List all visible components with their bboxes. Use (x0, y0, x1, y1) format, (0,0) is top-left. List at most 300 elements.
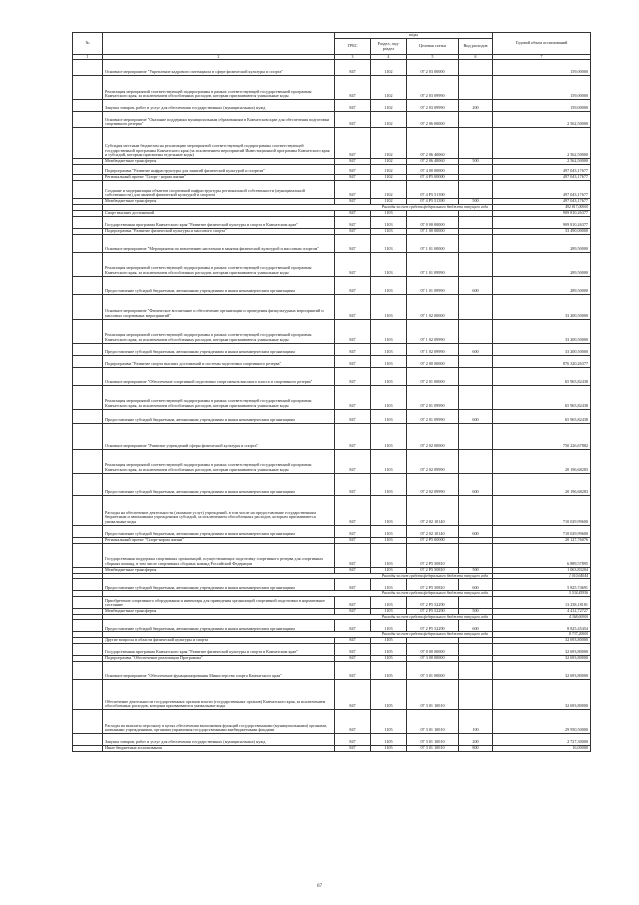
header-codes-group: коды (335, 33, 493, 39)
num-cell (73, 525, 103, 537)
expense-type-code: 500 (459, 199, 493, 205)
section-code: 1103 (371, 385, 407, 409)
grbs-code: 847 (335, 385, 371, 409)
num-cell (73, 276, 103, 294)
target-code: 07 1 02 09990 (407, 343, 459, 355)
num-cell (73, 643, 103, 655)
allocation-amount: 497 043,17677 (493, 175, 591, 181)
header-grbs: ГРБС (335, 39, 371, 55)
expense-type-code: 600 (459, 276, 493, 294)
allocation-amount: 2 562,50000 (493, 128, 591, 159)
table-row (73, 234, 591, 252)
allocation-amount: 2 562,50000 (493, 159, 591, 165)
table-row (73, 495, 591, 525)
num-cell (73, 543, 103, 567)
num-cell (73, 596, 103, 608)
target-code: 07 4 P5 00000 (407, 175, 459, 181)
section-code: 1103 (371, 608, 407, 614)
item-name: Предоставление субсидий бюджетным, автономным учреждениям и иным некоммерческим организациям (103, 579, 335, 591)
target-code: 07 2 P5 50810 (407, 543, 459, 567)
item-name: Подпрограмма "Развитие физической культуры и массового спорта" (103, 228, 335, 234)
num-cell (73, 112, 103, 128)
table-row (73, 745, 591, 751)
target-code: 07 2 06 40060 (407, 128, 459, 159)
item-name: Основное мероприятие "Развитие учреждений сферы физической культуры и спорта" (103, 423, 335, 449)
allocation-amount: 497 043,17677 (493, 181, 591, 199)
grbs-code: 847 (335, 537, 371, 543)
section-code: 1102 (371, 199, 407, 205)
allocation-amount: 289,50000 (493, 252, 591, 276)
target-code: 07 2 02 00000 (407, 423, 459, 449)
section-code: 1103 (371, 276, 407, 294)
header-total: Годовой объем ассигнований (493, 33, 591, 55)
target-code: 07 4 P5 51390 (407, 181, 459, 199)
allocation-amount: 33 490,00000 (493, 228, 591, 234)
allocation-amount: 876 320,26377 (493, 355, 591, 367)
expense-type-code (459, 128, 493, 159)
section-code: 1103 (371, 367, 407, 385)
grbs-code: 847 (335, 596, 371, 608)
num-cell (73, 181, 103, 199)
num-cell (73, 234, 103, 252)
expense-type-code (459, 643, 493, 655)
grbs-code: 847 (335, 745, 371, 751)
item-name: Подпрограмма "Развитие спорта высших достижений и системы подготовки спортивного резерва" (103, 355, 335, 367)
item-name: Предоставление субсидий бюджетным, автономным учреждениям и иным некоммерческим организациям (103, 525, 335, 537)
allocation-amount: 159,00000 (493, 100, 591, 112)
target-code: 07 4 00 00000 (407, 165, 459, 175)
expense-type-code (459, 76, 493, 100)
expense-type-code (459, 294, 493, 319)
page-number: 67 (317, 884, 322, 889)
grbs-code: 847 (335, 100, 371, 112)
item-name: Реализация мероприятий соответствующей подпрограммы в рамках соответствующей государственной программы Камчатского края, за исключением обособленных расходов, которым присваиваются уникальные коды (103, 449, 335, 473)
allocation-amount: 710 029,99600 (493, 525, 591, 537)
target-code: 07 2 P5 52290 (407, 620, 459, 632)
allocation-amount: 4 412,72727 (493, 608, 591, 614)
num-cell (73, 216, 103, 228)
num-cell (73, 473, 103, 495)
item-name: Субсидия местным бюджетам на реализацию мероприятий соответствующей подпрограммы соответствующей государственной программы Камчатского края (за исключением мероприятий Инвестиционной программы Камчатского края и субсидий, которым присвоены отдельные коды) (103, 128, 335, 159)
target-code: 07 2 P5 52290 (407, 608, 459, 614)
grbs-code: 847 (335, 355, 371, 367)
item-name: Предоставление субсидий бюджетным, автономным учреждениям и иным некоммерческим организациям (103, 343, 335, 355)
allocation-amount: 497 043,17677 (493, 199, 591, 205)
grbs-code: 847 (335, 661, 371, 679)
section-code: 1103 (371, 537, 407, 543)
grbs-code: 847 (335, 637, 371, 643)
num-cell (73, 385, 103, 409)
expense-type-code (459, 234, 493, 252)
item-name: Подпрограмма "Развитие инфраструктуры для занятий физической культурой и спортом" (103, 165, 335, 175)
item-name: Реализация мероприятий соответствующей подпрограммы в рамках соответствующей государственной программы Камчатского края, за исключением обособленных расходов, которым присваиваются уникальные коды (103, 319, 335, 343)
table-row (73, 319, 591, 343)
note-label: Расходы за счет средств федерального бюджета текущего года (103, 205, 493, 211)
grbs-code: 847 (335, 199, 371, 205)
allocation-amount: 32 693,80000 (493, 661, 591, 679)
item-name: Основное мероприятие "Оказание поддержки муниципальным образованиям в Камчатском крае для обеспечения подготовки спортивного резерва" (103, 112, 335, 128)
table-row (73, 423, 591, 449)
grbs-code: 847 (335, 343, 371, 355)
target-code: 07 4 P5 51390 (407, 199, 459, 205)
allocation-amount: 65 965,82438 (493, 409, 591, 423)
header-section: Раздел, под-раздел (371, 39, 407, 55)
allocation-amount: 20 196,68283 (493, 473, 591, 495)
target-code: 07 2 P5 50810 (407, 567, 459, 573)
table-row (73, 543, 591, 567)
target-code: 07 0 00 00000 (407, 216, 459, 228)
section-code: 1103 (371, 449, 407, 473)
num-cell (73, 733, 103, 745)
grbs-code: 847 (335, 228, 371, 234)
allocation-amount: 13 238,18181 (493, 596, 591, 608)
section-code: 1105 (371, 643, 407, 655)
table-row (73, 643, 591, 655)
section-code: 1103 (371, 525, 407, 537)
num-cell (73, 679, 103, 709)
expense-type-code (459, 543, 493, 567)
grbs-code: 847 (335, 60, 371, 76)
target-code: 07 1 00 00000 (407, 228, 459, 234)
num-cell (73, 423, 103, 449)
target-code: 07 2 01 00000 (407, 367, 459, 385)
expense-type-code (459, 319, 493, 343)
allocation-amount: 32 693,80000 (493, 643, 591, 655)
item-name: Предоставление субсидий бюджетным, автономным учреждениям и иным некоммерческим организациям (103, 409, 335, 423)
note-amount: 5 534,45956 (493, 591, 591, 597)
section-code: 1102 (371, 128, 407, 159)
table-row (73, 579, 591, 591)
section-code: 1103 (371, 620, 407, 632)
table-row (73, 473, 591, 495)
note-amount: 8 737,20000 (493, 632, 591, 638)
expense-type-code (459, 252, 493, 276)
item-name: Спорт высших достижений (103, 210, 335, 216)
num-cell (73, 409, 103, 423)
expense-type-code (459, 216, 493, 228)
allocation-amount: 65 965,82438 (493, 367, 591, 385)
expense-type-code (459, 367, 493, 385)
table-row (73, 165, 591, 175)
grbs-code: 847 (335, 643, 371, 655)
target-code: 07 2 01 09990 (407, 385, 459, 409)
num-cell (73, 100, 103, 112)
section-code: 1105 (371, 733, 407, 745)
budget-table-sheet (72, 32, 590, 752)
grbs-code: 847 (335, 620, 371, 632)
allocation-amount: 2 727,30000 (493, 733, 591, 745)
expense-type-code: 500 (459, 608, 493, 614)
target-code: 07 2 00 00000 (407, 355, 459, 367)
num-cell (73, 709, 103, 733)
num-cell (73, 449, 103, 473)
table-row (73, 294, 591, 319)
table-row (73, 661, 591, 679)
section-code: 1103 (371, 596, 407, 608)
index-cell: 3 (335, 55, 371, 60)
target-code: 07 1 01 09990 (407, 276, 459, 294)
index-cell: 6 (459, 55, 493, 60)
note-label: Расходы за счет средств федерального бюджета текущего года (103, 573, 493, 579)
item-name: Региональный проект "Спорт-норма жизни" (103, 537, 335, 543)
item-name: Реализация мероприятий соответствующей подпрограммы в рамках соответствующей государственной программы Камчатского края, за исключением обособленных расходов, которым присваиваются уникальные коды (103, 76, 335, 100)
expense-type-code (459, 596, 493, 608)
table-row (73, 100, 591, 112)
expense-type-code: 600 (459, 579, 493, 591)
section-code: 1105 (371, 709, 407, 733)
table-row (73, 60, 591, 76)
allocation-amount: 2 562,50000 (493, 112, 591, 128)
table-row (73, 733, 591, 745)
section-code: 1103 (371, 252, 407, 276)
index-cell: 1 (73, 55, 103, 60)
grbs-code: 847 (335, 252, 371, 276)
allocation-amount: 20 127,76076 (493, 537, 591, 543)
allocation-amount: 16,00000 (493, 745, 591, 751)
section-code: 1103 (371, 473, 407, 495)
table-row (73, 620, 591, 632)
target-code: 07 2 06 00000 (407, 112, 459, 128)
target-code: 07 2 P5 00000 (407, 537, 459, 543)
target-code: 07 3 01 10010 (407, 745, 459, 751)
expense-type-code (459, 423, 493, 449)
num-cell (73, 60, 103, 76)
allocation-amount: 159,00000 (493, 76, 591, 100)
index-cell: 4 (371, 55, 407, 60)
expense-type-code: 200 (459, 100, 493, 112)
target-code: 07 2 02 10140 (407, 525, 459, 537)
table-row (73, 112, 591, 128)
item-name: Закупка товаров, работ и услуг для обеспечения государственных (муниципальных) нужд (103, 733, 335, 745)
grbs-code: 847 (335, 112, 371, 128)
grbs-code: 847 (335, 234, 371, 252)
grbs-code: 847 (335, 733, 371, 745)
target-code: 07 3 01 10010 (407, 709, 459, 733)
budget-allocation-table (72, 32, 591, 752)
item-name: Предоставление субсидий бюджетным, автономным учреждениям и иным некоммерческим организациям (103, 620, 335, 632)
item-name: Межбюджетные трансферты (103, 567, 335, 573)
grbs-code: 847 (335, 216, 371, 228)
section-code: 1105 (371, 679, 407, 709)
grbs-code: 847 (335, 319, 371, 343)
num-cell (73, 128, 103, 159)
target-code: 07 2 03 09990 (407, 100, 459, 112)
num-cell (73, 343, 103, 355)
num-cell (73, 495, 103, 525)
grbs-code: 847 (335, 543, 371, 567)
target-code: 07 2 02 09990 (407, 473, 459, 495)
allocation-amount: 32 693,80000 (493, 679, 591, 709)
item-name: Другие вопросы в области физической культуры и спорта (103, 637, 335, 643)
item-name: Межбюджетные трансферты (103, 608, 335, 614)
grbs-code: 847 (335, 679, 371, 709)
table-body (73, 60, 591, 752)
target-code: 07 0 00 00000 (407, 643, 459, 655)
target-code: 07 1 01 00000 (407, 234, 459, 252)
expense-type-code: 800 (459, 745, 493, 751)
allocation-amount: 32 693,80000 (493, 655, 591, 661)
section-code: 1105 (371, 661, 407, 679)
allocation-amount: 33 200,50000 (493, 294, 591, 319)
allocation-amount: 289,50000 (493, 276, 591, 294)
target-code: 07 2 P5 52290 (407, 596, 459, 608)
item-name: Закупка товаров, работ и услуг для обеспечения государственных (муниципальных) нужд (103, 100, 335, 112)
section-code: 1102 (371, 112, 407, 128)
item-name: Государственная поддержка спортивных организаций, осуществляющих подготовку спортивного резерва для спортивных сборных команд, в том числе спортивных сборных команд Российской Федерации (103, 543, 335, 567)
index-cell: 2 (103, 55, 335, 60)
grbs-code: 847 (335, 608, 371, 614)
item-name: Подпрограмма "Обеспечение реализации Программы" (103, 655, 335, 661)
expense-type-code (459, 449, 493, 473)
grbs-code: 847 (335, 709, 371, 733)
note-label: Расходы за счет средств федерального бюджета текущего года (103, 632, 493, 638)
target-code: 07 2 02 10140 (407, 495, 459, 525)
note-label: Расходы за счет средств федерального бюджета текущего года (103, 614, 493, 620)
grbs-code: 847 (335, 449, 371, 473)
item-name: Предоставление субсидий бюджетным, автономным учреждениям и иным некоммерческим организациям (103, 276, 335, 294)
table-row (73, 367, 591, 385)
expense-type-code (459, 181, 493, 199)
grbs-code: 847 (335, 76, 371, 100)
item-name: Иные бюджетные ассигнования (103, 745, 335, 751)
item-name: Расходы на обеспечение деятельности (оказание услуг) учреждений, в том числе на предоставление государственным бюджетным и автономным учреждениям субсидий, за исключением обособленных расходов, которым присваиваются уникальные коды (103, 495, 335, 525)
expense-type-code: 600 (459, 343, 493, 355)
target-code: 07 2 03 09990 (407, 76, 459, 100)
item-name: Реализация мероприятий соответствующей подпрограммы в рамках соответствующей государственной программы Камчатского края, за исключением обособленных расходов, которым присваиваются уникальные коды (103, 385, 335, 409)
allocation-amount: 497 043,17677 (493, 165, 591, 175)
table-row (73, 449, 591, 473)
num-cell (73, 661, 103, 679)
allocation-amount: 159,00000 (493, 60, 591, 76)
item-name: Основное мероприятие "Обеспечение спортивной подготовки спортсменов высокого класса и спортивного резерва" (103, 367, 335, 385)
target-code: 07 3 01 00000 (407, 661, 459, 679)
item-name: Государственная программа Камчатского края "Развитие физической культуры и спорта в Камчатском крае" (103, 216, 335, 228)
grbs-code: 847 (335, 276, 371, 294)
table-header (73, 33, 591, 60)
allocation-amount: 909 810,26377 (493, 210, 591, 216)
table-row (73, 525, 591, 537)
target-code: 07 2 01 09990 (407, 409, 459, 423)
table-row (73, 596, 591, 608)
expense-type-code (459, 385, 493, 409)
expense-type-code (459, 112, 493, 128)
header-name (103, 33, 335, 55)
table-row (73, 409, 591, 423)
target-code: 07 2 06 40060 (407, 159, 459, 165)
num-cell (73, 319, 103, 343)
num-cell (73, 355, 103, 367)
index-cell: 5 (407, 55, 459, 60)
section-code: 1102 (371, 100, 407, 112)
section-code: 1105 (371, 655, 407, 661)
index-cell: 7 (493, 55, 591, 60)
target-code: 07 3 01 10010 (407, 733, 459, 745)
section-code: 1105 (371, 745, 407, 751)
note-label: Расходы за счет средств федерального бюджета текущего года (103, 591, 493, 597)
section-code: 1102 (371, 175, 407, 181)
table-row (73, 128, 591, 159)
section-code: 1102 (371, 60, 407, 76)
grbs-code: 847 (335, 525, 371, 537)
header-target: Целевая статья (407, 39, 459, 55)
section-code: 1103 (371, 579, 407, 591)
section-code: 1102 (371, 76, 407, 100)
section-code: 1103 (371, 343, 407, 355)
grbs-code: 847 (335, 175, 371, 181)
target-code: 07 3 00 00000 (407, 655, 459, 661)
item-name: Предоставление субсидий бюджетным, автономным учреждениям и иным некоммерческим организациям (103, 473, 335, 495)
grbs-code: 847 (335, 159, 371, 165)
table-row (73, 355, 591, 367)
num-cell (73, 252, 103, 276)
item-name: Приобретение спортивного оборудования и инвентаря для приведения организаций спортивной подготовки в нормативное состояние (103, 596, 335, 608)
target-code: 07 2 03 00000 (407, 60, 459, 76)
target-code: 07 1 02 00000 (407, 294, 459, 319)
expense-type-code (459, 355, 493, 367)
grbs-code: 847 (335, 495, 371, 525)
grbs-code: 847 (335, 423, 371, 449)
note-amount: 1 010,64044 (493, 573, 591, 579)
expense-type-code: 500 (459, 567, 493, 573)
section-code: 1103 (371, 409, 407, 423)
expense-type-code: 500 (459, 159, 493, 165)
item-name: Основное мероприятие "Укрепление кадрового потенциала в сфере физической культуры и спорта" (103, 60, 335, 76)
allocation-amount: 710 029,99600 (493, 495, 591, 525)
item-name: Основное мероприятие "Физическое воспитание и обеспечение организации и проведения физкультурных мероприятий и массовых спортивных мероприятий" (103, 294, 335, 319)
item-name: Государственная программа Камчатского края "Развитие физической культуры и спорта в Камчатском крае" (103, 643, 335, 655)
section-code: 1105 (371, 637, 407, 643)
item-name: Реализация мероприятий соответствующей подпрограммы в рамках соответствующей государственной программы Камчатского края, за исключением обособленных расходов, которым присваиваются уникальные коды (103, 252, 335, 276)
note-amount: 4 368,60000 (493, 614, 591, 620)
num-cell (73, 579, 103, 591)
allocation-amount: 6 889,57895 (493, 543, 591, 567)
allocation-amount: 20 196,68283 (493, 449, 591, 473)
allocation-amount: 29 950,50000 (493, 709, 591, 733)
section-code: 1103 (371, 319, 407, 343)
item-name: Расходы на выплаты персоналу в целях обеспечения выполнения функций государственными (муниципальными) органами, казенными учреждениями, органами управления государственными внебюджетными фондами (103, 709, 335, 733)
section-code: 1103 (371, 228, 407, 234)
allocation-amount: 909 810,26377 (493, 216, 591, 228)
expense-type-code (459, 165, 493, 175)
item-name: Межбюджетные трансферты (103, 159, 335, 165)
grbs-code: 847 (335, 294, 371, 319)
expense-type-code (459, 60, 493, 76)
section-code: 1102 (371, 165, 407, 175)
allocation-amount: 33 200,50000 (493, 343, 591, 355)
section-code: 1103 (371, 294, 407, 319)
target-code: 07 1 02 09990 (407, 319, 459, 343)
grbs-code: 847 (335, 367, 371, 385)
grbs-code: 847 (335, 567, 371, 573)
section-code: 1102 (371, 159, 407, 165)
section-code: 1102 (371, 181, 407, 199)
expense-type-code: 100 (459, 709, 493, 733)
table-row (73, 216, 591, 228)
item-name: Основное мероприятие "Мероприятия по вовлечению населения в занятия физической культурой и массовым спортом" (103, 234, 335, 252)
section-code: 1103 (371, 216, 407, 228)
item-name: Региональный проект "Спорт - норма жизни" (103, 175, 335, 181)
num-cell (73, 367, 103, 385)
item-name: Основное мероприятие "Обеспечение функционирования Министерства спорта Камчатского края" (103, 661, 335, 679)
section-code: 1103 (371, 567, 407, 573)
section-code: 1103 (371, 495, 407, 525)
num-cell (73, 76, 103, 100)
section-code: 1103 (371, 543, 407, 567)
num-cell (73, 294, 103, 319)
num-cell (73, 745, 103, 751)
table-row (73, 252, 591, 276)
grbs-code: 847 (335, 655, 371, 661)
